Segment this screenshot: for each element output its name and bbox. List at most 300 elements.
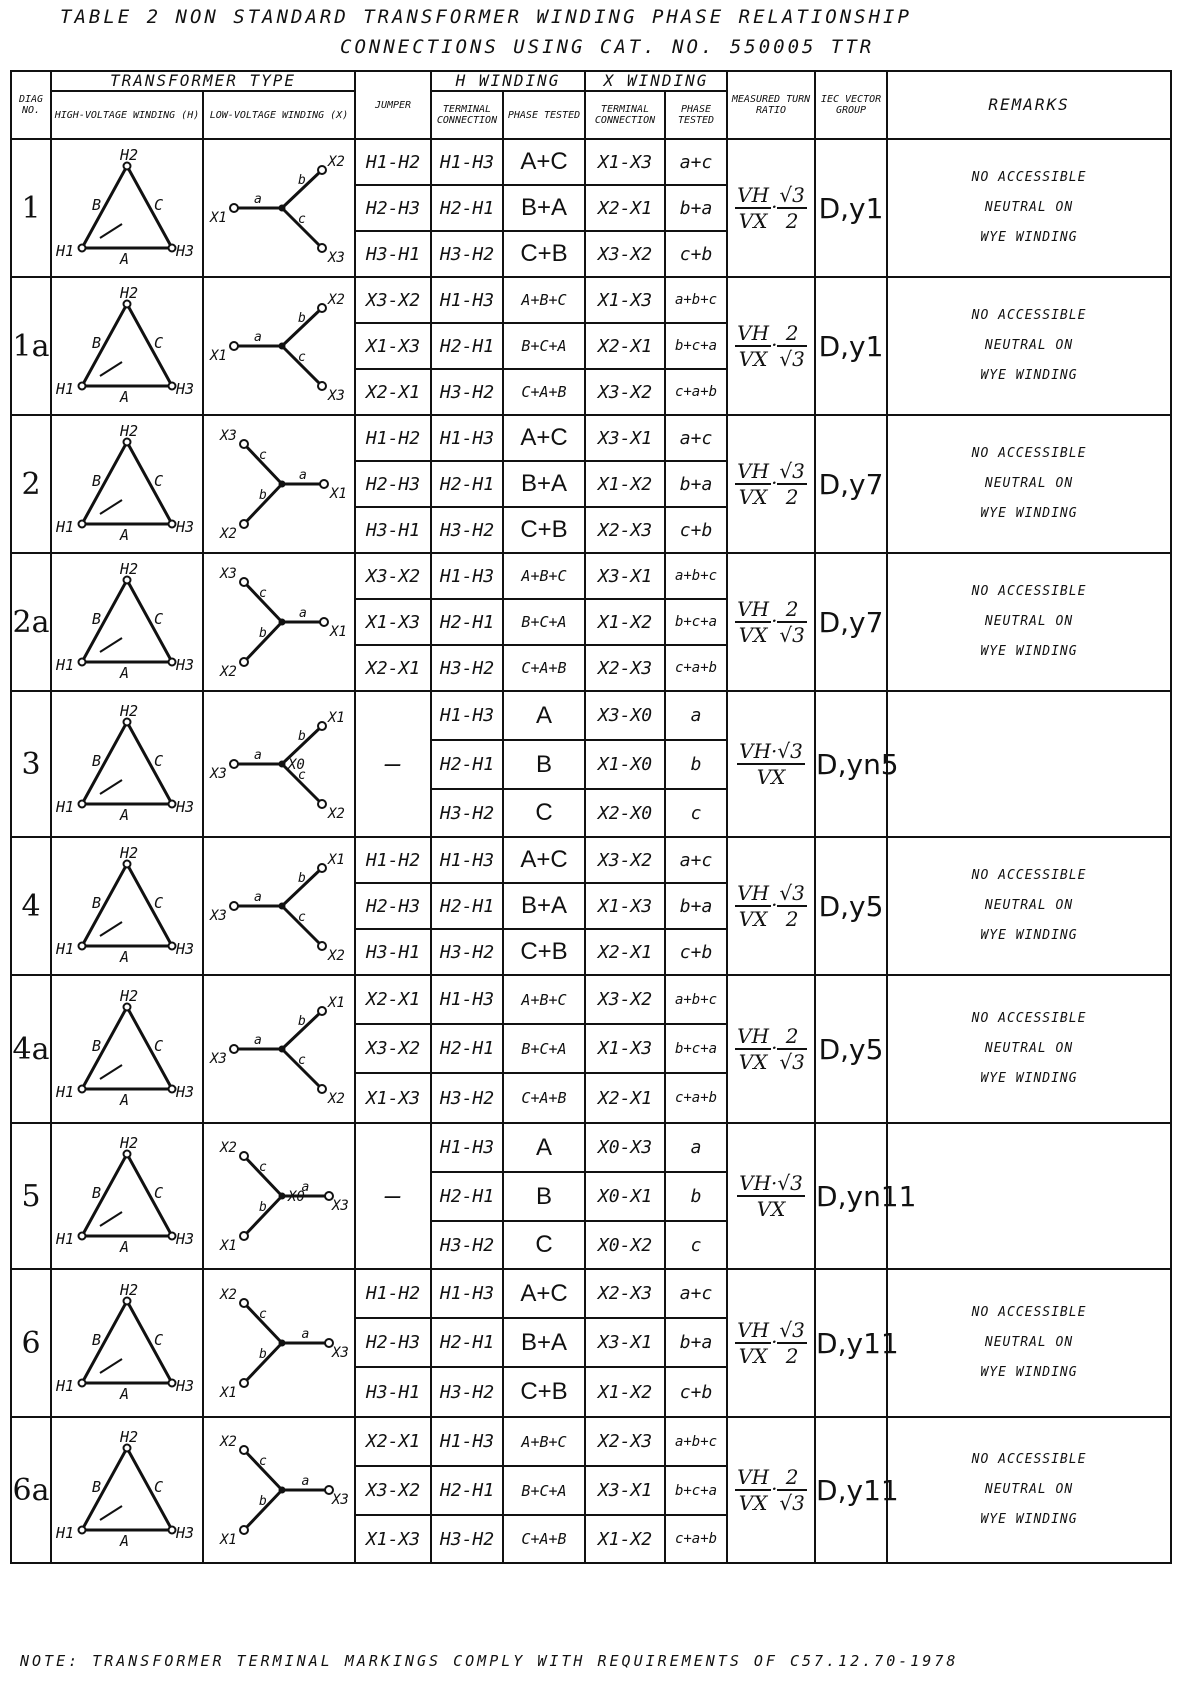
lv-winding-figure [203,1269,355,1417]
iec-vector-group: D,yn11 [815,1123,887,1269]
multiply-dot: · [771,1476,778,1501]
table-row [11,277,1171,323]
h-terminal-connection: H3-H2 [431,789,503,837]
h-terminal-connection: H2-H1 [431,1024,503,1073]
hv-winding-figure [51,139,203,277]
remarks-line: WYE WINDING [980,928,1078,943]
lv-winding-figure [203,1123,355,1269]
svg-text:b: b [298,729,306,744]
h-terminal-connection: H3-H2 [431,369,503,415]
svg-text:X2: X2 [220,526,237,542]
svg-text:H3: H3 [176,518,195,536]
svg-text:H3: H3 [176,1230,195,1248]
svg-text:b: b [298,173,306,188]
svg-text:C: C [154,472,164,490]
lv-winding-figure [203,975,355,1123]
constant-numerator: √3 [779,183,805,207]
svg-text:c: c [259,1160,267,1175]
header-lv-winding: LOW-VOLTAGE WINDING (X) [203,91,355,139]
ratio-constant [777,597,806,647]
jumper-cell: H2-H3 [355,185,431,231]
header-hv-winding: HIGH-VOLTAGE WINDING (H) [51,91,203,139]
ratio-numerator: VH·√3 [739,1171,803,1195]
jumper-cell: H1-H2 [355,837,431,883]
header-x-phase-tested: PHASE TESTED [665,91,727,139]
x-terminal-connection: X3-X2 [585,837,665,883]
jumper-cell: X2-X1 [355,975,431,1024]
remarks-cell [887,975,1171,1123]
x-phase-tested: a [665,1123,727,1172]
h-terminal-connection: H2-H1 [431,1172,503,1221]
diagram-number: 6 [11,1269,51,1417]
remarks-cell [887,553,1171,691]
x-phase-tested: b+c+a [665,323,727,369]
jumper-cell: H2-H3 [355,883,431,929]
svg-text:X2: X2 [328,948,345,964]
footnote: NOTE: TRANSFORMER TERMINAL MARKINGS COMPLY WITH REQUIREMENTS OF C57.12.70-1978 [20,1652,959,1670]
svg-text:a: a [254,192,262,207]
x-phase-tested: b+a [665,185,727,231]
svg-text:H1: H1 [56,242,75,260]
delta-winding-diagram [52,1273,202,1413]
svg-text:C: C [154,1037,164,1055]
remarks-line: WYE WINDING [980,230,1078,245]
measured-turn-ratio [727,975,815,1123]
diagram-number: 5 [11,1123,51,1269]
table-row [11,837,1171,883]
svg-text:X2: X2 [328,806,345,822]
delta-winding-diagram [52,695,202,833]
svg-text:c: c [298,212,306,227]
diagram-number: 2 [11,415,51,553]
svg-text:X1: X1 [220,1532,237,1548]
x-terminal-connection: X3-X2 [585,369,665,415]
svg-text:X1: X1 [328,995,345,1011]
svg-text:A: A [120,1091,130,1109]
h-terminal-connection: H1-H3 [431,975,503,1024]
ratio-denominator: VX [738,623,768,647]
svg-text:a: a [301,1327,310,1342]
hv-winding-figure [51,1417,203,1563]
measured-turn-ratio [727,277,815,415]
x-phase-tested: a+b+c [665,553,727,599]
x-terminal-connection: X3-X0 [585,691,665,740]
table-row [11,1123,1171,1172]
svg-text:X2: X2 [328,154,345,170]
ratio-constant [777,1318,806,1368]
x-terminal-connection: X1-X3 [585,139,665,185]
h-phase-tested: B+A [503,883,585,929]
svg-text:X3: X3 [210,1051,227,1067]
svg-text:H2: H2 [120,1134,139,1152]
jumper-cell: X1-X3 [355,1515,431,1563]
h-phase-tested: C+A+B [503,1073,585,1123]
h-phase-tested: A+B+C [503,553,585,599]
svg-text:C: C [154,752,164,770]
jumper-cell: H3-H1 [355,231,431,277]
svg-text:X2: X2 [220,1434,237,1450]
table-body [11,139,1171,1563]
svg-text:C: C [154,894,164,912]
svg-text:C: C [154,1184,164,1202]
delta-winding-diagram [52,1421,202,1559]
remarks-line: NO ACCESSIBLE [971,1011,1087,1026]
wye-winding-diagram [204,419,354,549]
svg-text:B: B [92,334,102,352]
svg-text:b: b [298,1014,306,1029]
x-phase-tested: c+a+b [665,369,727,415]
constant-numerator: √3 [779,459,805,483]
remarks-cell [887,837,1171,975]
lv-winding-figure [203,1417,355,1563]
svg-text:B: B [92,1184,102,1202]
constant-denominator: √3 [779,1491,805,1515]
delta-winding-diagram [52,281,202,411]
remarks-line: NEUTRAL ON [984,1335,1074,1350]
svg-text:H1: H1 [56,518,75,536]
svg-text:X2: X2 [220,1287,237,1303]
x-phase-tested: c+b [665,1367,727,1417]
svg-text:H2: H2 [120,987,139,1005]
ratio-constant [777,1024,806,1074]
jumper-cell: X1-X3 [355,323,431,369]
diagram-number: 1 [11,139,51,277]
lv-winding-figure [203,277,355,415]
jumper-cell: H2-H3 [355,461,431,507]
x-phase-tested: b+a [665,461,727,507]
svg-text:X3: X3 [328,250,345,266]
diagram-number: 2a [11,553,51,691]
h-terminal-connection: H3-H2 [431,1221,503,1269]
x-terminal-connection: X2-X1 [585,929,665,975]
h-terminal-connection: H2-H1 [431,185,503,231]
lv-winding-figure [203,553,355,691]
x-terminal-connection: X2-X3 [585,645,665,691]
x-terminal-connection: X3-X2 [585,975,665,1024]
ratio-constant [777,881,806,931]
h-phase-tested: B+A [503,185,585,231]
wye-winding-diagram [204,979,354,1119]
x-terminal-connection: X1-X3 [585,883,665,929]
svg-text:a: a [299,606,307,621]
wye-winding-diagram [204,1127,354,1265]
remarks-line: NEUTRAL ON [984,338,1074,353]
lv-winding-figure [203,691,355,837]
hv-winding-figure [51,553,203,691]
svg-text:B: B [92,610,102,628]
svg-text:H1: H1 [56,1230,75,1248]
remarks-line: NO ACCESSIBLE [971,170,1087,185]
remarks-line: WYE WINDING [980,644,1078,659]
constant-denominator: 2 [785,209,799,233]
multiply-dot: · [771,194,778,219]
jumper-cell: X3-X2 [355,277,431,323]
svg-text:X3: X3 [210,766,227,782]
svg-text:X3: X3 [332,1198,349,1214]
h-phase-tested: B+A [503,1318,585,1367]
multiply-dot: · [771,1035,778,1060]
x-phase-tested: c [665,789,727,837]
x-phase-tested: a [665,691,727,740]
x-terminal-connection: X1-X2 [585,599,665,645]
table-row [11,1417,1171,1466]
h-phase-tested: B+C+A [503,1024,585,1073]
wye-winding-diagram [204,695,354,833]
h-terminal-connection: H2-H1 [431,1466,503,1515]
remarks-line: NO ACCESSIBLE [971,584,1087,599]
ratio-constant [777,459,806,509]
header-jumper: JUMPER [355,71,431,139]
multiply-dot: · [771,892,778,917]
svg-text:X2: X2 [220,1140,237,1156]
svg-text:c: c [298,350,306,365]
remarks-line: NEUTRAL ON [984,1041,1074,1056]
ratio-numerator: VH·√3 [739,739,803,763]
x-terminal-connection: X1-X0 [585,740,665,789]
h-phase-tested: C+B [503,231,585,277]
h-phase-tested: C+B [503,929,585,975]
x-phase-tested: c+b [665,507,727,553]
constant-numerator: √3 [779,881,805,905]
h-terminal-connection: H3-H2 [431,231,503,277]
x-phase-tested: c [665,1221,727,1269]
x-phase-tested: c+b [665,231,727,277]
multiply-dot: · [771,608,778,633]
h-terminal-connection: H2-H1 [431,599,503,645]
ratio-denominator: VX [756,1197,786,1221]
table-row [11,691,1171,740]
ratio-numerator: VH [737,597,770,621]
svg-text:H2: H2 [120,702,139,720]
ratio-fraction [735,459,771,509]
svg-text:X3: X3 [332,1345,349,1361]
h-terminal-connection: H3-H2 [431,507,503,553]
h-phase-tested: C+B [503,1367,585,1417]
jumper-cell: X3-X2 [355,1024,431,1073]
header-x-winding: X WINDING [585,71,727,91]
svg-text:a: a [254,1033,262,1048]
remarks-line [888,1197,1170,1198]
x-terminal-connection: X2-X3 [585,507,665,553]
svg-text:H3: H3 [176,380,195,398]
x-phase-tested: a+b+c [665,277,727,323]
ratio-constant [777,1465,806,1515]
svg-text:b: b [259,626,267,641]
remarks-line: WYE WINDING [980,506,1078,521]
x-terminal-connection: X1-X2 [585,461,665,507]
h-phase-tested: B+C+A [503,1466,585,1515]
h-phase-tested: A+C [503,139,585,185]
remarks-line: WYE WINDING [980,1365,1078,1380]
ratio-denominator: VX [756,765,786,789]
x-terminal-connection: X2-X1 [585,323,665,369]
hv-winding-figure [51,1269,203,1417]
x-terminal-connection: X2-X3 [585,1269,665,1318]
h-phase-tested: A+B+C [503,277,585,323]
svg-text:H1: H1 [56,798,75,816]
svg-text:H1: H1 [56,656,75,674]
phase-relationship-table [10,70,1172,1564]
h-terminal-connection: H1-H3 [431,415,503,461]
table-row [11,975,1171,1024]
svg-text:A: A [120,1238,130,1256]
hv-winding-figure [51,975,203,1123]
wye-winding-diagram [204,557,354,687]
svg-text:X2: X2 [220,664,237,680]
h-terminal-connection: H1-H3 [431,553,503,599]
x-phase-tested: c+b [665,929,727,975]
header-remarks: REMARKS [887,71,1171,139]
svg-text:X2: X2 [328,1091,345,1107]
x-phase-tested: a+c [665,837,727,883]
delta-winding-diagram [52,143,202,273]
remarks-line: NO ACCESSIBLE [971,446,1087,461]
svg-text:B: B [92,472,102,490]
svg-text:H2: H2 [120,1428,139,1446]
svg-text:A: A [120,948,130,966]
svg-text:H3: H3 [176,1377,195,1395]
h-terminal-connection: H3-H2 [431,1515,503,1563]
h-terminal-connection: H1-H3 [431,691,503,740]
hv-winding-figure [51,837,203,975]
measured-turn-ratio [727,1417,815,1563]
svg-text:c: c [259,1307,267,1322]
constant-numerator: 2 [777,1465,806,1491]
x-phase-tested: b+a [665,1318,727,1367]
svg-text:b: b [298,311,306,326]
jumper-cell: H3-H1 [355,507,431,553]
h-terminal-connection: H3-H2 [431,1073,503,1123]
x-phase-tested: b+a [665,883,727,929]
svg-text:A: A [120,664,130,682]
ratio-numerator: VH [737,1318,770,1342]
hv-winding-figure [51,1123,203,1269]
h-phase-tested: B [503,740,585,789]
h-phase-tested: B+A [503,461,585,507]
ratio-fraction [735,183,771,233]
remarks-line: WYE WINDING [980,368,1078,383]
header-h-phase-tested: PHASE TESTED [503,91,585,139]
hv-winding-figure [51,415,203,553]
svg-text:X1: X1 [220,1238,237,1254]
ratio-numerator: VH [737,183,770,207]
wye-winding-diagram [204,1273,354,1413]
svg-text:H2: H2 [120,844,139,862]
constant-denominator: 2 [785,907,799,931]
header-diag-no: DIAG NO. [11,71,51,139]
x-terminal-connection: X3-X2 [585,231,665,277]
svg-text:c: c [259,1454,267,1469]
x-terminal-connection: X3-X1 [585,1466,665,1515]
diagram-number: 3 [11,691,51,837]
h-phase-tested: C [503,1221,585,1269]
svg-text:B: B [92,1037,102,1055]
ratio-denominator: VX [738,347,768,371]
h-terminal-connection: H3-H2 [431,645,503,691]
h-terminal-connection: H1-H3 [431,1123,503,1172]
ratio-numerator: VH [737,1465,770,1489]
x-phase-tested: b+c+a [665,1024,727,1073]
measured-turn-ratio [727,139,815,277]
remarks-cell [887,1123,1171,1269]
remarks-cell [887,1269,1171,1417]
h-phase-tested: B+C+A [503,599,585,645]
svg-text:X1: X1 [328,852,345,868]
svg-text:b: b [259,488,267,503]
x-phase-tested: b+c+a [665,1466,727,1515]
x-terminal-connection: X2-X1 [585,1073,665,1123]
svg-text:C: C [154,1478,164,1496]
x-terminal-connection: X0-X3 [585,1123,665,1172]
h-terminal-connection: H2-H1 [431,740,503,789]
constant-numerator: 2 [777,1024,806,1050]
ratio-numerator: VH [737,1024,770,1048]
h-terminal-connection: H1-H3 [431,1417,503,1466]
remarks-line: NO ACCESSIBLE [971,868,1087,883]
constant-denominator: √3 [779,347,805,371]
table-row [11,139,1171,185]
h-terminal-connection: H1-H3 [431,139,503,185]
x-phase-tested: c+a+b [665,1515,727,1563]
svg-text:c: c [298,768,306,783]
h-phase-tested: C+B [503,507,585,553]
remarks-line: NEUTRAL ON [984,1482,1074,1497]
jumper-cell: X3-X2 [355,1466,431,1515]
svg-text:H3: H3 [176,1083,195,1101]
svg-text:a: a [299,468,307,483]
h-phase-tested: C+A+B [503,645,585,691]
remarks-cell [887,415,1171,553]
svg-text:H2: H2 [120,146,139,164]
x-terminal-connection: X2-X1 [585,185,665,231]
h-terminal-connection: H2-H1 [431,1318,503,1367]
x-phase-tested: b+c+a [665,599,727,645]
remarks-cell [887,691,1171,837]
svg-text:X3: X3 [220,566,237,582]
svg-text:a: a [254,330,262,345]
iec-vector-group: D,y7 [815,553,887,691]
remarks-cell [887,277,1171,415]
svg-text:H1: H1 [56,380,75,398]
x-terminal-connection: X3-X1 [585,415,665,461]
svg-text:b: b [259,1347,267,1362]
svg-text:X1: X1 [330,486,347,502]
delta-winding-diagram [52,979,202,1119]
x-terminal-connection: X1-X3 [585,277,665,323]
remarks-line: NO ACCESSIBLE [971,1452,1087,1467]
jumper-cell: H1-H2 [355,139,431,185]
multiply-dot: · [771,332,778,357]
ratio-fraction [735,597,771,647]
svg-text:A: A [120,250,130,268]
ratio-denominator: VX [738,485,768,509]
ratio-constant [777,183,806,233]
remarks-line: WYE WINDING [980,1512,1078,1527]
svg-text:X1: X1 [330,624,347,640]
x-terminal-connection: X1-X2 [585,1367,665,1417]
constant-numerator: 2 [777,321,806,347]
ratio-fraction [735,321,771,371]
remarks-line: NEUTRAL ON [984,200,1074,215]
x-terminal-connection: X1-X2 [585,1515,665,1563]
svg-text:b: b [298,871,306,886]
svg-text:c: c [298,1053,306,1068]
iec-vector-group: D,y11 [815,1269,887,1417]
hv-winding-figure [51,277,203,415]
remarks-cell [887,1417,1171,1563]
measured-turn-ratio [727,1269,815,1417]
x-phase-tested: a+c [665,139,727,185]
